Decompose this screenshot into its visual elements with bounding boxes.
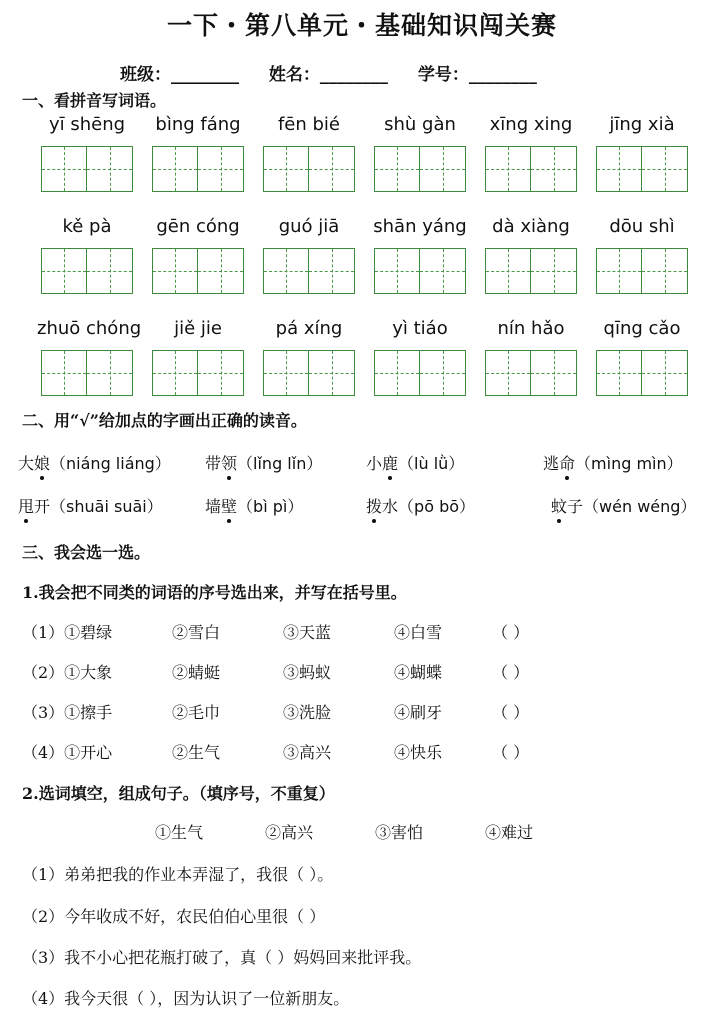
pinyin-cell xyxy=(37,214,137,294)
pinyin-cell xyxy=(370,316,470,396)
q2-sentence: （3）我不小心把花瓶打破了，真（ ）妈妈回来批评我。 xyxy=(22,948,422,967)
pinyin-cell xyxy=(148,112,248,192)
q1-heading: 1.我会把不同类的词语的序号选出来，并写在括号里。 xyxy=(22,583,407,602)
dotted-char: 领 xyxy=(221,451,237,474)
dotted-char: 拨 xyxy=(366,494,382,517)
pinyin-text: bìng fáng xyxy=(155,114,241,135)
tianzige-box[interactable] xyxy=(309,350,355,396)
section1-heading: 一、看拼音写词语。 xyxy=(22,91,167,110)
pronunciation-item xyxy=(205,494,303,517)
tianzige-box[interactable] xyxy=(420,146,466,192)
option-4: ④白雪 xyxy=(394,623,443,642)
option-2: ②毛巾 xyxy=(172,703,221,722)
pinyin-text: yì tiáo xyxy=(392,318,448,339)
page-title: 一下・第八单元・基础知识闯关赛 xyxy=(166,11,557,40)
pinyin-text: kě pà xyxy=(62,216,112,237)
pinyin-cell xyxy=(481,112,581,192)
dotted-char: 蚊 xyxy=(551,494,567,517)
pinyin-cell xyxy=(37,112,137,192)
pinyin-choices[interactable]: （bì pì） xyxy=(237,497,304,516)
pronunciation-item xyxy=(543,451,683,474)
option-1: （3）①擦手 xyxy=(22,703,113,722)
q1-row xyxy=(22,660,702,682)
tianzige-box[interactable] xyxy=(309,248,355,294)
answer-blank[interactable]: （ ） xyxy=(492,743,530,762)
tianzige-box[interactable] xyxy=(263,350,309,396)
pronunciation-item xyxy=(205,451,322,474)
q2-sentence: （2）今年收成不好，农民伯伯心里很（ ） xyxy=(22,907,326,926)
pinyin-row xyxy=(0,112,724,202)
pinyin-text: guó jiā xyxy=(278,216,340,237)
tianzige-box[interactable] xyxy=(531,146,577,192)
word-char: 带 xyxy=(205,454,222,473)
pinyin-cell xyxy=(259,214,359,294)
pinyin-cell xyxy=(481,316,581,396)
tianzige-box[interactable] xyxy=(41,248,87,294)
option-3: ③高兴 xyxy=(283,743,332,762)
pinyin-choices[interactable]: （lù lǜ） xyxy=(398,454,465,473)
pinyin-text: dà xiàng xyxy=(492,216,570,237)
tianzige-box[interactable] xyxy=(198,248,244,294)
tianzige-box[interactable] xyxy=(152,350,198,396)
tianzige-box[interactable] xyxy=(420,350,466,396)
pronunciation-item xyxy=(366,451,464,474)
pinyin-choices[interactable]: （wén wéng） xyxy=(583,497,697,516)
pronunciation-item xyxy=(551,494,696,517)
option-1: （2）①大象 xyxy=(22,663,113,682)
tianzige-box[interactable] xyxy=(596,350,642,396)
pinyin-choices[interactable]: （shuāi suāi） xyxy=(50,497,163,516)
name-field[interactable]: 姓名：________ xyxy=(268,65,388,85)
q2-sentence: （1）弟弟把我的作业本弄湿了，我很（ ）。 xyxy=(22,865,334,884)
tianzige-box[interactable] xyxy=(420,248,466,294)
word-char: 大 xyxy=(18,454,35,473)
pinyin-choices[interactable]: （niáng liáng） xyxy=(50,454,171,473)
tianzige-box[interactable] xyxy=(596,146,642,192)
option-1: （4）①开心 xyxy=(22,743,113,762)
pinyin-cell xyxy=(148,214,248,294)
pinyin-choices[interactable]: （pō bō） xyxy=(398,497,476,516)
pinyin-choices[interactable]: （mìng mìn） xyxy=(575,454,683,473)
class-field[interactable]: 班级：________ xyxy=(120,65,239,85)
pinyin-text: jīng xià xyxy=(609,114,675,135)
option-3: ③洗脸 xyxy=(283,703,332,722)
tianzige-box[interactable] xyxy=(642,146,688,192)
q2-heading: 2.选词填空，组成句子。（填序号，不重复） xyxy=(22,784,335,803)
dotted-char: 娘 xyxy=(34,451,50,474)
word-char: 小 xyxy=(366,454,383,473)
tianzige-box[interactable] xyxy=(198,146,244,192)
pinyin-cell xyxy=(370,214,470,294)
option-4: ④快乐 xyxy=(394,743,443,762)
pinyin-cell xyxy=(592,214,692,294)
word-char: 子 xyxy=(567,497,584,516)
option-1: （1）①碧绿 xyxy=(22,623,113,642)
word-char: 逃 xyxy=(543,454,560,473)
tianzige-box[interactable] xyxy=(41,146,87,192)
tianzige-box[interactable] xyxy=(531,248,577,294)
option-4: ④蝴蝶 xyxy=(394,663,443,682)
pinyin-row xyxy=(0,214,724,304)
pinyin-cell xyxy=(259,112,359,192)
tianzige-box[interactable] xyxy=(485,248,531,294)
q1-row xyxy=(22,740,702,762)
pinyin-cell xyxy=(592,316,692,396)
student-info xyxy=(120,60,561,85)
pinyin-text: nín hǎo xyxy=(497,318,565,339)
pinyin-text: xīng xing xyxy=(489,114,573,135)
pinyin-cell xyxy=(148,316,248,396)
tianzige-box[interactable] xyxy=(41,350,87,396)
answer-blank[interactable]: （ ） xyxy=(492,623,530,642)
dotted-char: 壁 xyxy=(221,494,237,517)
q2-option: ②高兴 xyxy=(265,823,314,842)
dotted-char: 命 xyxy=(559,451,575,474)
tianzige-box[interactable] xyxy=(198,350,244,396)
pinyin-text: shān yáng xyxy=(373,216,467,237)
q2-sentence: （4）我今天很（ ），因为认识了一位新朋友。 xyxy=(22,989,350,1008)
tianzige-box[interactable] xyxy=(642,350,688,396)
q1-row xyxy=(22,620,702,642)
pinyin-text: gēn cóng xyxy=(156,216,240,237)
tianzige-box[interactable] xyxy=(374,248,420,294)
tianzige-box[interactable] xyxy=(485,146,531,192)
pinyin-cell xyxy=(481,214,581,294)
option-2: ②生气 xyxy=(172,743,221,762)
tianzige-box[interactable] xyxy=(531,350,577,396)
q1-row xyxy=(22,700,702,722)
pinyin-text: dōu shì xyxy=(609,216,675,237)
tianzige-box[interactable] xyxy=(485,350,531,396)
pronunciation-item xyxy=(366,494,475,517)
pinyin-text: qīng cǎo xyxy=(603,318,681,339)
pinyin-cell xyxy=(259,316,359,396)
section3-heading: 三、我会选一选。 xyxy=(22,543,151,562)
section2-heading: 二、用“√”给加点的字画出正确的读音。 xyxy=(22,411,307,430)
tianzige-box[interactable] xyxy=(263,248,309,294)
pronunciation-item xyxy=(18,451,171,474)
q2-option: ③害怕 xyxy=(375,823,424,842)
pinyin-text: zhuō chóng xyxy=(37,318,142,339)
student-id-field[interactable]: 学号：________ xyxy=(417,65,537,85)
pinyin-text: pá xíng xyxy=(275,318,343,339)
pinyin-row xyxy=(0,316,724,406)
q2-option: ①生气 xyxy=(155,823,204,842)
dotted-char: 鹿 xyxy=(382,451,398,474)
option-2: ②雪白 xyxy=(172,623,221,642)
tianzige-box[interactable] xyxy=(596,248,642,294)
tianzige-box[interactable] xyxy=(87,248,133,294)
option-3: ③天蓝 xyxy=(283,623,332,642)
pinyin-text: shù gàn xyxy=(384,114,456,135)
pinyin-cell xyxy=(37,316,142,396)
tianzige-box[interactable] xyxy=(152,248,198,294)
tianzige-box[interactable] xyxy=(374,146,420,192)
word-char: 水 xyxy=(382,497,399,516)
tianzige-box[interactable] xyxy=(87,350,133,396)
tianzige-box[interactable] xyxy=(309,146,355,192)
pronunciation-item xyxy=(18,494,163,517)
option-4: ④刷牙 xyxy=(394,703,443,722)
pinyin-choices[interactable]: （lǐng lǐn） xyxy=(237,454,323,473)
pinyin-text: yī shēng xyxy=(48,114,126,135)
answer-blank[interactable]: （ ） xyxy=(492,703,530,722)
word-char: 开 xyxy=(34,497,51,516)
tianzige-box[interactable] xyxy=(87,146,133,192)
dotted-char: 甩 xyxy=(18,494,34,517)
tianzige-box[interactable] xyxy=(152,146,198,192)
tianzige-box[interactable] xyxy=(642,248,688,294)
pinyin-text: fēn bié xyxy=(277,114,341,135)
pinyin-cell xyxy=(370,112,470,192)
tianzige-box[interactable] xyxy=(263,146,309,192)
tianzige-box[interactable] xyxy=(374,350,420,396)
option-2: ②蜻蜓 xyxy=(172,663,221,682)
q2-option: ④难过 xyxy=(485,823,534,842)
pinyin-text: jiě jie xyxy=(174,318,222,339)
option-3: ③蚂蚁 xyxy=(283,663,332,682)
answer-blank[interactable]: （ ） xyxy=(492,663,530,682)
pinyin-cell xyxy=(592,112,692,192)
word-char: 墙 xyxy=(205,497,222,516)
